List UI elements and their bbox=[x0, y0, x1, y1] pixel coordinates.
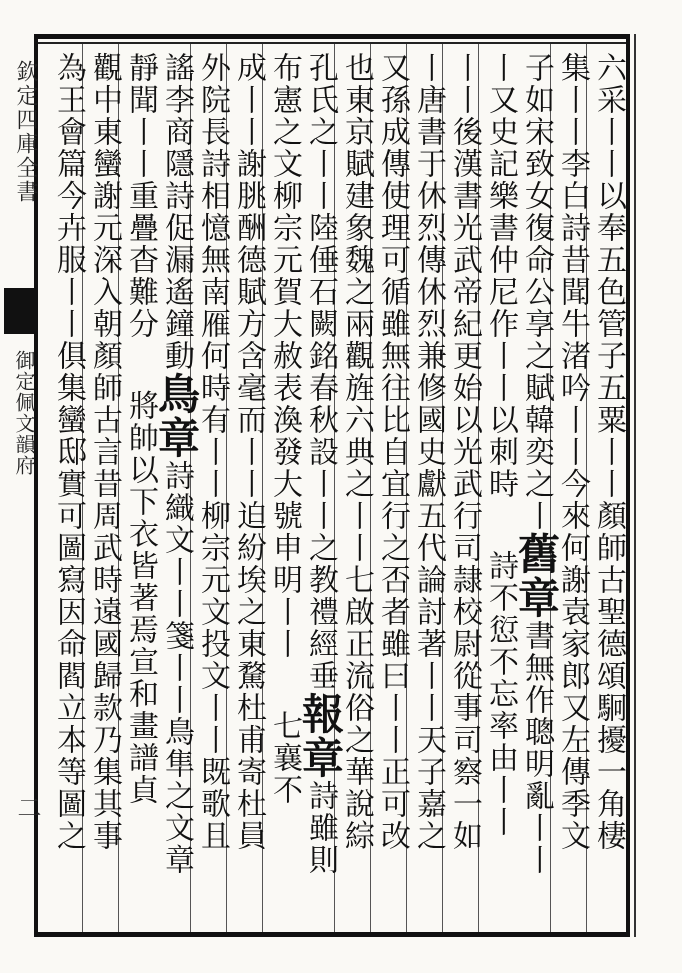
text-column-13 bbox=[152, 52, 201, 922]
column-text: 觀中東蠻謝元深入朝顏師古言昔周武時遠國歸款乃集其事 bbox=[87, 52, 122, 852]
text-column-5 bbox=[446, 52, 482, 922]
column-text: 也東京賦建象魏之兩觀旌六典之丨丨七啟正流俗之華說綜 bbox=[339, 52, 374, 852]
column-text: 六采丨丨以奉五色管子五粟丨丨顏師古聖德頌駉擾一角棲 bbox=[591, 52, 626, 852]
frame-right-line bbox=[626, 34, 630, 937]
column-text: 布憲之文柳宗元賀大赦表渙發大號申明丨丨 bbox=[267, 52, 302, 660]
text-column-9 bbox=[296, 52, 345, 922]
column-text: 丨唐書于休烈傳休烈兼修國史獻五代論討著丨丨天子嘉之 bbox=[411, 52, 446, 852]
text-column-10 bbox=[266, 52, 302, 922]
margin-book-title: 欽定四庫全書 bbox=[13, 60, 38, 204]
column-text: 七襄不 bbox=[267, 710, 302, 806]
text-column-2 bbox=[554, 52, 590, 922]
column-text: 將帥以下衣皆著焉宣和畫譜貞 bbox=[123, 390, 158, 806]
headword: 舊章 bbox=[512, 532, 561, 620]
headword: 報章 bbox=[296, 692, 345, 780]
text-column-7 bbox=[374, 52, 410, 922]
column-text: 孔氏之丨丨陸倕石闕銘春秋設丨丨之教禮經垂 bbox=[303, 52, 338, 692]
column-text: 謠李商隱詩促漏遙鐘動 bbox=[159, 52, 194, 372]
text-column-11 bbox=[230, 52, 266, 922]
text-column-15 bbox=[86, 52, 122, 922]
text-column-16 bbox=[50, 52, 86, 922]
text-column-12 bbox=[194, 52, 230, 922]
headword: 鳥章 bbox=[152, 372, 201, 460]
column-text: 丨又史記樂書仲尼作丨丨以刺時 bbox=[483, 52, 518, 500]
text-column-3 bbox=[512, 52, 561, 922]
margin-page-number: 二 bbox=[13, 795, 41, 819]
frame-top-inner-line bbox=[36, 42, 628, 44]
column-text: 靜聞丨丨重疊杳難分 bbox=[123, 52, 158, 340]
column-text: 為王會篇今卉服丨丨俱集蠻邸實可圖寫因命閻立本等圖之 bbox=[51, 52, 86, 852]
column-text: 詩織文丨丨箋丨丨鳥隼之文章 bbox=[159, 460, 194, 876]
text-column-8 bbox=[338, 52, 374, 922]
column-text: 詩不愆不忘率由丨丨 bbox=[483, 550, 518, 838]
column-text: 又孫成傳使理可循雖無往比自宜行之否者雖曰丨丨正可改 bbox=[375, 52, 410, 852]
margin-volume-title: 御定佩文韻府 bbox=[12, 350, 36, 476]
column-text: 集丨丨李白詩昔聞牛渚吟丨丨今來何謝袁家郎又左傳季文 bbox=[555, 52, 590, 852]
column-text: 丨丨後漢書光武帝紀更始以光武行司隷校尉從事司察一如 bbox=[447, 52, 482, 852]
frame-bottom-line bbox=[36, 932, 628, 937]
text-column-4 bbox=[482, 52, 518, 922]
column-text: 子如宋致女復命公享之賦韓奕之丨 bbox=[519, 52, 554, 532]
text-column-14 bbox=[122, 52, 158, 922]
column-text: 書無作聰明亂丨丨 bbox=[519, 620, 554, 876]
text-column-6 bbox=[410, 52, 446, 922]
page-margin bbox=[4, 50, 41, 930]
column-text: 外院長詩相憶無南雁何時有丨丨柳宗元文投文丨丨既歌且 bbox=[195, 52, 230, 852]
margin-fishtail-mark bbox=[4, 288, 38, 334]
column-text: 詩雖則 bbox=[303, 780, 338, 876]
column-text: 成丨丨謝朓酬德賦方含毫而丨丨迫紛埃之東騖杜甫寄杜員 bbox=[231, 52, 266, 852]
text-column-1 bbox=[590, 52, 626, 922]
frame-top-line bbox=[36, 34, 628, 39]
frame-right-outer-line bbox=[634, 34, 636, 937]
